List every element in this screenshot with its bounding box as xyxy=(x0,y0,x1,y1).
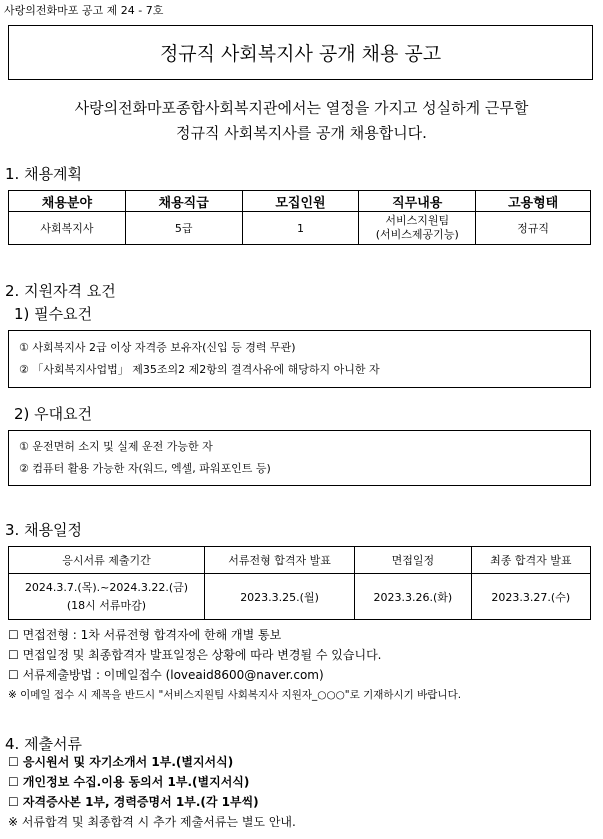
list-item: ☐ 면접일정 및 최종합격자 발표일정은 상황에 따라 변경될 수 있습니다. xyxy=(8,648,382,662)
table-header-cell: 최종 합격자 발표 xyxy=(471,547,590,574)
list-item: ☐ 서류제출방법 : 이메일접수 (loveaid8600@naver.com) xyxy=(8,668,324,682)
page-title: 정규직 사회복지사 공개 채용 공고 xyxy=(8,25,593,80)
list-item: ① 운전면허 소지 및 실제 운전 가능한 자 xyxy=(19,440,213,453)
table-header-cell: 서류전형 합격자 발표 xyxy=(204,547,354,574)
intro-line-2: 정규직 사회복지사를 공개 채용합니다. xyxy=(176,124,427,142)
preferred-subheading: 2) 우대요건 xyxy=(14,405,93,423)
required-box xyxy=(8,330,591,388)
intro-line-1: 사랑의전화마포종합사회복지관에서는 열정을 가지고 성실하게 근무할 xyxy=(74,99,529,117)
schedule-table xyxy=(8,546,591,620)
list-item: ② 컴퓨터 활용 가능한 자(워드, 엑셀, 파워포인트 등) xyxy=(19,462,271,475)
list-item: ☐ 자격증사본 1부, 경력증명서 1부.(각 1부씩) xyxy=(8,795,259,809)
table-cell: 1 xyxy=(242,212,359,245)
table-cell: 2023.3.25.(월) xyxy=(204,574,354,620)
table-cell: 2023.3.26.(화) xyxy=(355,574,471,620)
table-cell: 사회복지사 xyxy=(9,212,126,245)
documents-list xyxy=(8,752,296,832)
list-item: ※ 이메일 접수 시 제목을 반드시 "서비스지원팀 사회복지사 지원자_○○○"로 기재하시기 바랍니다. xyxy=(8,689,462,701)
list-item: ☐ 개인정보 수집.이용 동의서 1부.(별지서식) xyxy=(8,775,250,789)
table-header-row xyxy=(9,547,591,574)
list-item: ☐ 면접전형 : 1차 서류전형 합격자에 한해 개별 통보 xyxy=(8,628,282,642)
table-cell: 2024.3.7.(목).~2024.3.22.(금) (18시 서류마감) xyxy=(9,574,205,620)
document-number: 사랑의전화마포 공고 제 24 - 7호 xyxy=(4,4,164,17)
table-header-cell: 채용분야 xyxy=(9,191,126,212)
table-cell: 5급 xyxy=(125,212,242,245)
table-cell: 정규직 xyxy=(476,212,591,245)
section-3-heading: 3. 채용일정 xyxy=(5,521,83,539)
recruitment-plan-table xyxy=(8,190,591,245)
table-header-row xyxy=(9,191,591,212)
table-cell: 서비스지원팀 (서비스제공기능) xyxy=(359,212,476,245)
list-item: ① 사회복지사 2급 이상 자격증 보유자(신입 등 경력 무관) xyxy=(19,341,296,354)
table-row xyxy=(9,212,591,245)
section-2-heading: 2. 지원자격 요건 xyxy=(5,282,116,300)
list-item: ※ 서류합격 및 최종합격 시 추가 제출서류는 별도 안내. xyxy=(8,815,296,829)
list-item: ☐ 응시원서 및 자기소개서 1부.(별지서식) xyxy=(8,755,234,769)
section-4-heading: 4. 제출서류 xyxy=(5,735,83,753)
list-item: ② 「사회복지사업법」 제35조의2 제2항의 결격사유에 해당하지 아니한 자 xyxy=(19,363,380,376)
table-cell: 2023.3.27.(수) xyxy=(471,574,590,620)
table-header-cell: 고용형태 xyxy=(476,191,591,212)
table-header-cell: 직무내용 xyxy=(359,191,476,212)
table-header-cell: 면접일정 xyxy=(355,547,471,574)
required-subheading: 1) 필수요건 xyxy=(14,305,93,323)
preferred-box xyxy=(8,430,591,486)
table-row xyxy=(9,574,591,620)
table-header-cell: 채용직급 xyxy=(125,191,242,212)
schedule-notes xyxy=(8,625,461,705)
section-1-heading: 1. 채용계획 xyxy=(5,165,83,183)
table-header-cell: 응시서류 제출기간 xyxy=(9,547,205,574)
table-header-cell: 모집인원 xyxy=(242,191,359,212)
